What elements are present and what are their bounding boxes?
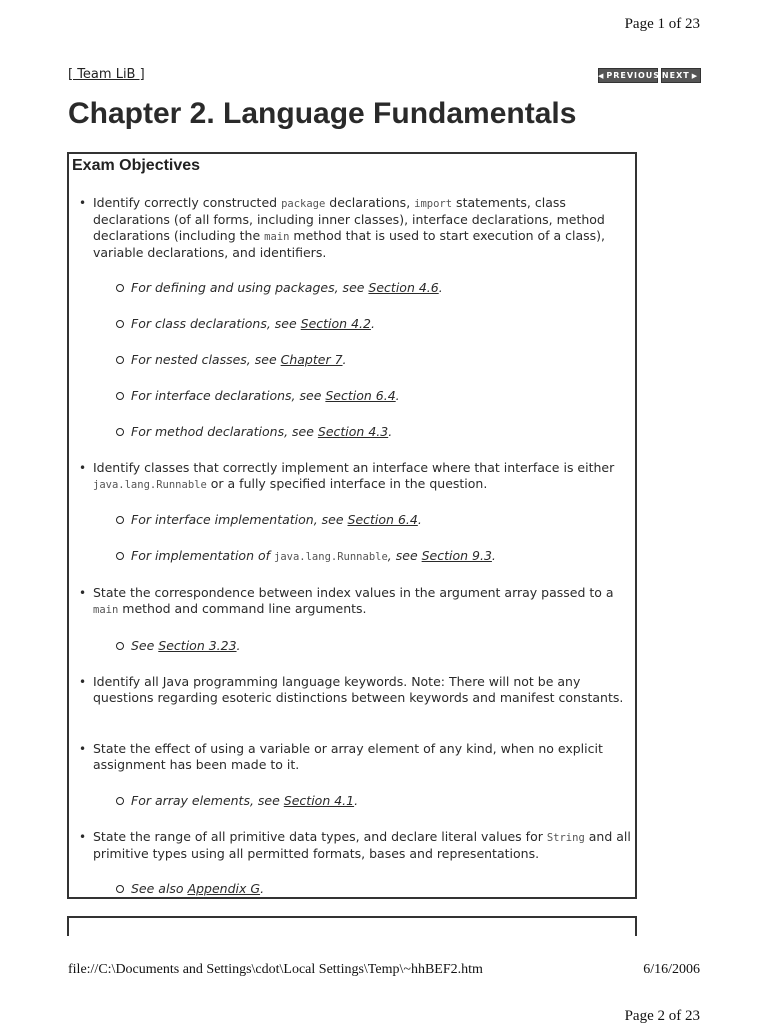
next-box-edge xyxy=(67,916,637,936)
objective-item: • State the effect of using a variable or array element of any kind, when no explicit assignment has been made to it. xyxy=(79,741,603,772)
bullet-icon: • xyxy=(79,461,87,475)
page-number-top: Page 1 of 23 xyxy=(624,16,700,32)
objective-item: • Identify all Java programming language keywords. Note: There will not be any questions regarding esoteric distinctions between keywords and manifest constants. xyxy=(79,674,624,705)
bullet-icon: • xyxy=(79,742,87,756)
objective-item: • State the correspondence between index values in the argument array passed to a main method and command line arguments. xyxy=(79,585,614,616)
chapter-title: Chapter 2. Language Fundamentals xyxy=(68,97,577,130)
section-link[interactable]: Section 4.3 xyxy=(317,424,389,439)
circle-bullet-icon xyxy=(116,428,124,436)
sub-item: For interface implementation, see Section 6.4. xyxy=(131,512,611,528)
sub-item: For interface declarations, see Section 6.4. xyxy=(131,388,611,404)
objective-item: • State the range of all primitive data types, and declare literal values for String and all primitive types using all permitted formats, bases and representations. xyxy=(79,829,631,861)
footer-file-path: file://C:\Documents and Settings\cdot\Local Settings\Temp\~hhBEF2.htm xyxy=(68,962,483,977)
sub-item: See also Appendix G. xyxy=(131,881,611,897)
sub-item: For defining and using packages, see Section 4.6. xyxy=(131,280,611,296)
appendix-link[interactable]: Appendix G xyxy=(187,881,261,896)
team-lib-link[interactable]: [ Team LiB ] xyxy=(68,67,145,82)
circle-bullet-icon xyxy=(116,356,124,364)
arrow-right-icon: ▶ xyxy=(691,71,699,80)
circle-bullet-icon xyxy=(116,885,124,893)
bullet-icon: • xyxy=(79,830,87,844)
circle-bullet-icon xyxy=(116,797,124,805)
objective-item: • Identify correctly constructed package declarations, import statements, class declarations (of all forms, including inner classes), interface declarations, method declarations (including the main method that is used to start execution of a class), variable declarations, and identifiers. xyxy=(79,195,606,260)
section-link[interactable]: Section 6.4 xyxy=(347,512,418,527)
sub-item: See Section 3.23. xyxy=(131,638,611,654)
page-number-bottom: Page 2 of 23 xyxy=(624,1008,700,1024)
bullet-icon: • xyxy=(79,196,87,210)
section-link[interactable]: Section 3.23 xyxy=(158,638,237,653)
circle-bullet-icon xyxy=(116,516,124,524)
sub-item: For implementation of java.lang.Runnable, see Section 9.3. xyxy=(131,548,611,565)
circle-bullet-icon xyxy=(116,320,124,328)
section-link[interactable]: Section 4.2 xyxy=(300,316,371,331)
arrow-left-icon: ◀ xyxy=(597,71,605,80)
bullet-icon: • xyxy=(79,675,87,689)
section-link[interactable]: Section 6.4 xyxy=(325,388,396,403)
bullet-icon: • xyxy=(79,586,87,600)
section-link[interactable]: Section 4.1 xyxy=(283,793,355,808)
circle-bullet-icon xyxy=(116,392,124,400)
sub-item: For nested classes, see Chapter 7. xyxy=(131,352,611,368)
footer-date: 6/16/2006 xyxy=(643,962,700,977)
previous-button[interactable] xyxy=(597,68,661,83)
previous-label: PREVIOUS xyxy=(606,71,661,80)
objectives-heading: Exam Objectives xyxy=(72,157,201,174)
section-link[interactable]: Section 4.6 xyxy=(368,280,439,295)
objective-item: • Identify classes that correctly implement an interface where that interface is either java.lang.Runnable or a fully specified interface in the question. xyxy=(79,460,615,491)
circle-bullet-icon xyxy=(116,642,124,650)
circle-bullet-icon xyxy=(116,552,124,560)
section-link[interactable]: Section 9.3 xyxy=(421,548,492,563)
sub-item: For array elements, see Section 4.1. xyxy=(131,793,611,809)
next-label: NEXT xyxy=(661,71,690,80)
chapter-link[interactable]: Chapter 7 xyxy=(280,352,343,367)
circle-bullet-icon xyxy=(116,284,124,292)
exam-objectives-box xyxy=(67,152,637,899)
next-button[interactable] xyxy=(661,68,701,83)
sub-item: For class declarations, see Section 4.2. xyxy=(131,316,611,332)
sub-item: For method declarations, see Section 4.3. xyxy=(131,424,611,440)
